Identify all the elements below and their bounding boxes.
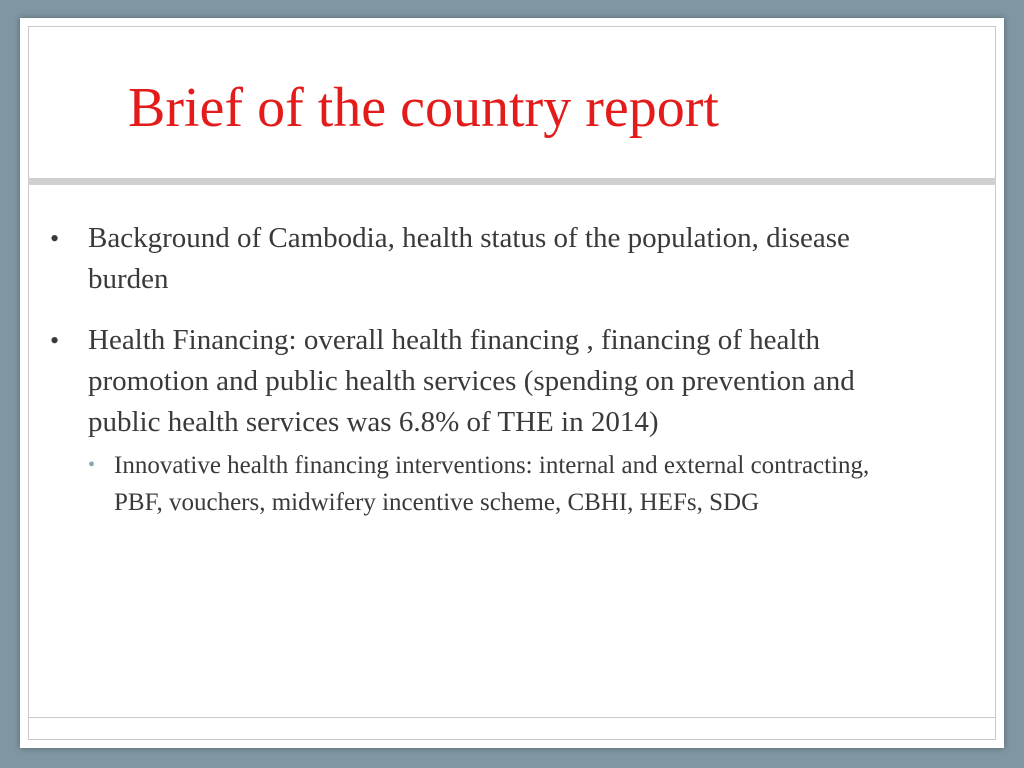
sub-bullet-text: Innovative health financing interventions: internal and external contracting, PBF, vouchers, midwifery incentive scheme, CBHI, HEFs, SDG [114, 452, 870, 516]
sub-bullet-marker: • [88, 454, 96, 476]
footer-divider [28, 717, 996, 718]
slide-content [44, 218, 924, 521]
bullet-item [44, 218, 924, 300]
bullet-item [44, 320, 924, 443]
slide [20, 18, 1004, 748]
bullet-text: Health Financing: overall health financing , financing of health promotion and public health services (spending on prevention and public health services was 6.8% of THE in 2014) [88, 324, 855, 438]
title-area [20, 18, 1004, 170]
title-divider [28, 178, 996, 185]
bullet-text: Background of Cambodia, health status of the population, disease burden [88, 222, 850, 295]
bullet-marker: • [50, 224, 60, 253]
slide-title: Brief of the country report [128, 77, 719, 139]
sub-bullet-item [44, 447, 924, 521]
bullet-marker: • [50, 326, 60, 355]
